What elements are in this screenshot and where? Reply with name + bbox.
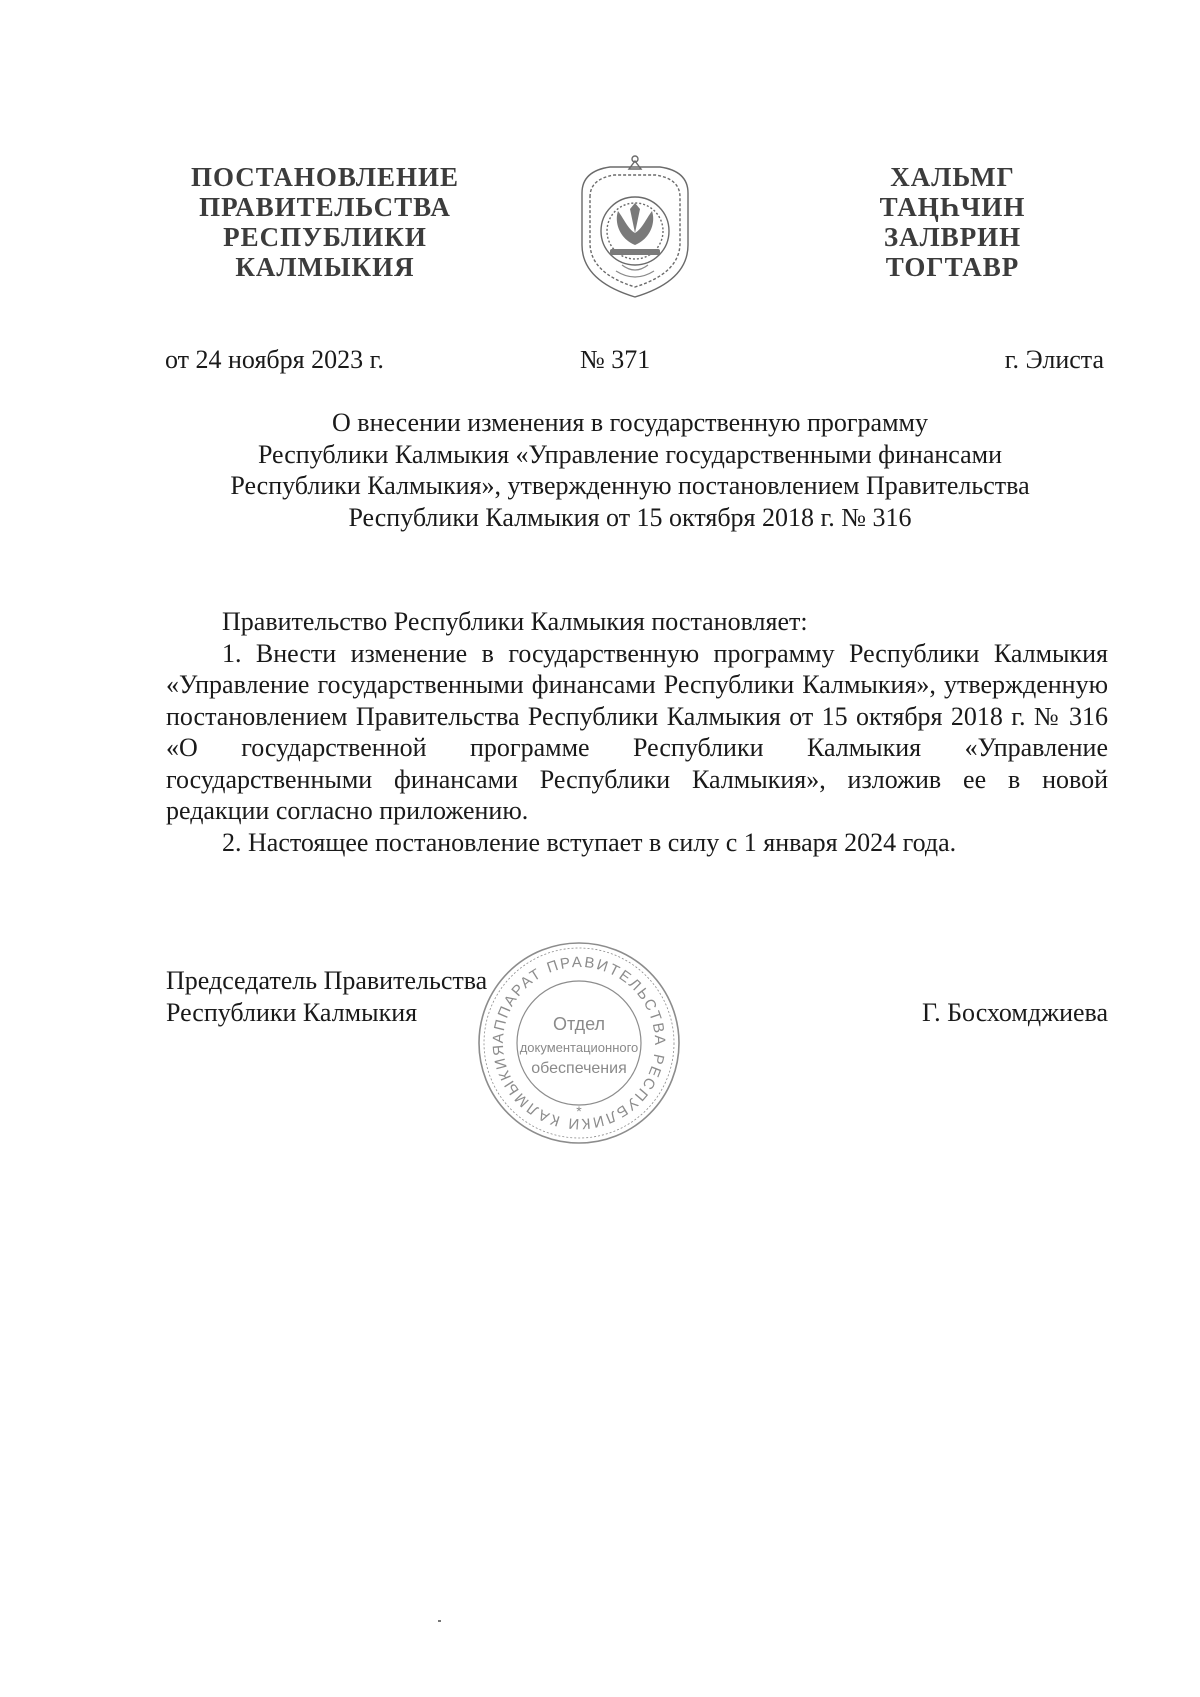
document-city: г. Элиста [1004, 345, 1104, 374]
header-right-line: ХАЛЬМГ [890, 162, 1015, 192]
stamp-star: * [576, 1103, 582, 1119]
header-left-line: КАЛМЫКИЯ [235, 252, 415, 282]
title-line: Республики Калмыкия», утвержденную постановлением Правительства [230, 471, 1030, 500]
header-right-line: ЗАЛВРИН [883, 222, 1022, 252]
document-number: № 371 [580, 345, 651, 374]
document-title [180, 407, 1080, 533]
signatory-title-line-1: Председатель Правительства [166, 966, 488, 995]
signatory-name: Г. Босхомджиева [922, 997, 1108, 1027]
header-left-line: ПОСТАНОВЛЕНИЕ [190, 162, 460, 192]
stamp-center-line: документационного [519, 1040, 639, 1055]
header-right-title [870, 162, 1035, 282]
body-item-2: 2. Настоящее постановление вступает в силу с 1 января 2024 года. [222, 827, 957, 857]
scan-speck [438, 1620, 441, 1622]
document-meta-row [0, 344, 1200, 380]
document-date: от 24 ноября 2023 г. [165, 345, 384, 374]
document-body [166, 606, 1108, 858]
stamp-center-line: обеспечения [531, 1060, 627, 1077]
header-right-line: ТОГТАВР [885, 252, 1020, 282]
title-line: Республики Калмыкия «Управление государственными финансами [257, 439, 1003, 469]
stamp-ring-text: АППАРАТ ПРАВИТЕЛЬСТВА РЕСПУБЛИКИ КАЛМЫКИЯ [489, 953, 669, 1133]
body-intro: Правительство Республики Калмыкия постановляет: [222, 607, 808, 636]
title-line: Республики Калмыкия от 15 октября 2018 г. № 316 [348, 502, 912, 532]
header-right-line: ТАҢҺЧИН [879, 192, 1026, 222]
title-line: О внесении изменения в государственную программу [332, 408, 928, 437]
header-left-line: ПРАВИТЕЛЬСТВА [199, 192, 451, 222]
body-item-1: 1. Внести изменение в государственную программу Республики Калмыкия «Управление государственными финансами Республики Калмыкия», утвержденную постановлением Правительства Республики Калмыкия от 15 октября 2018 г. № 316 «О государственной программе Республики Калмыкия «Управление государственными финансами Республики Калмыкия», изложив ее в новой редакции согласно приложению. [166, 638, 1108, 825]
header-left-line: РЕСПУБЛИКИ [223, 222, 427, 252]
official-stamp [474, 938, 684, 1148]
coat-of-arms-icon [570, 153, 700, 303]
stamp-center-line: Отдел [552, 1014, 606, 1034]
signatory-title-line-2: Республики Калмыкия [166, 997, 418, 1027]
header-left-title [180, 162, 470, 282]
